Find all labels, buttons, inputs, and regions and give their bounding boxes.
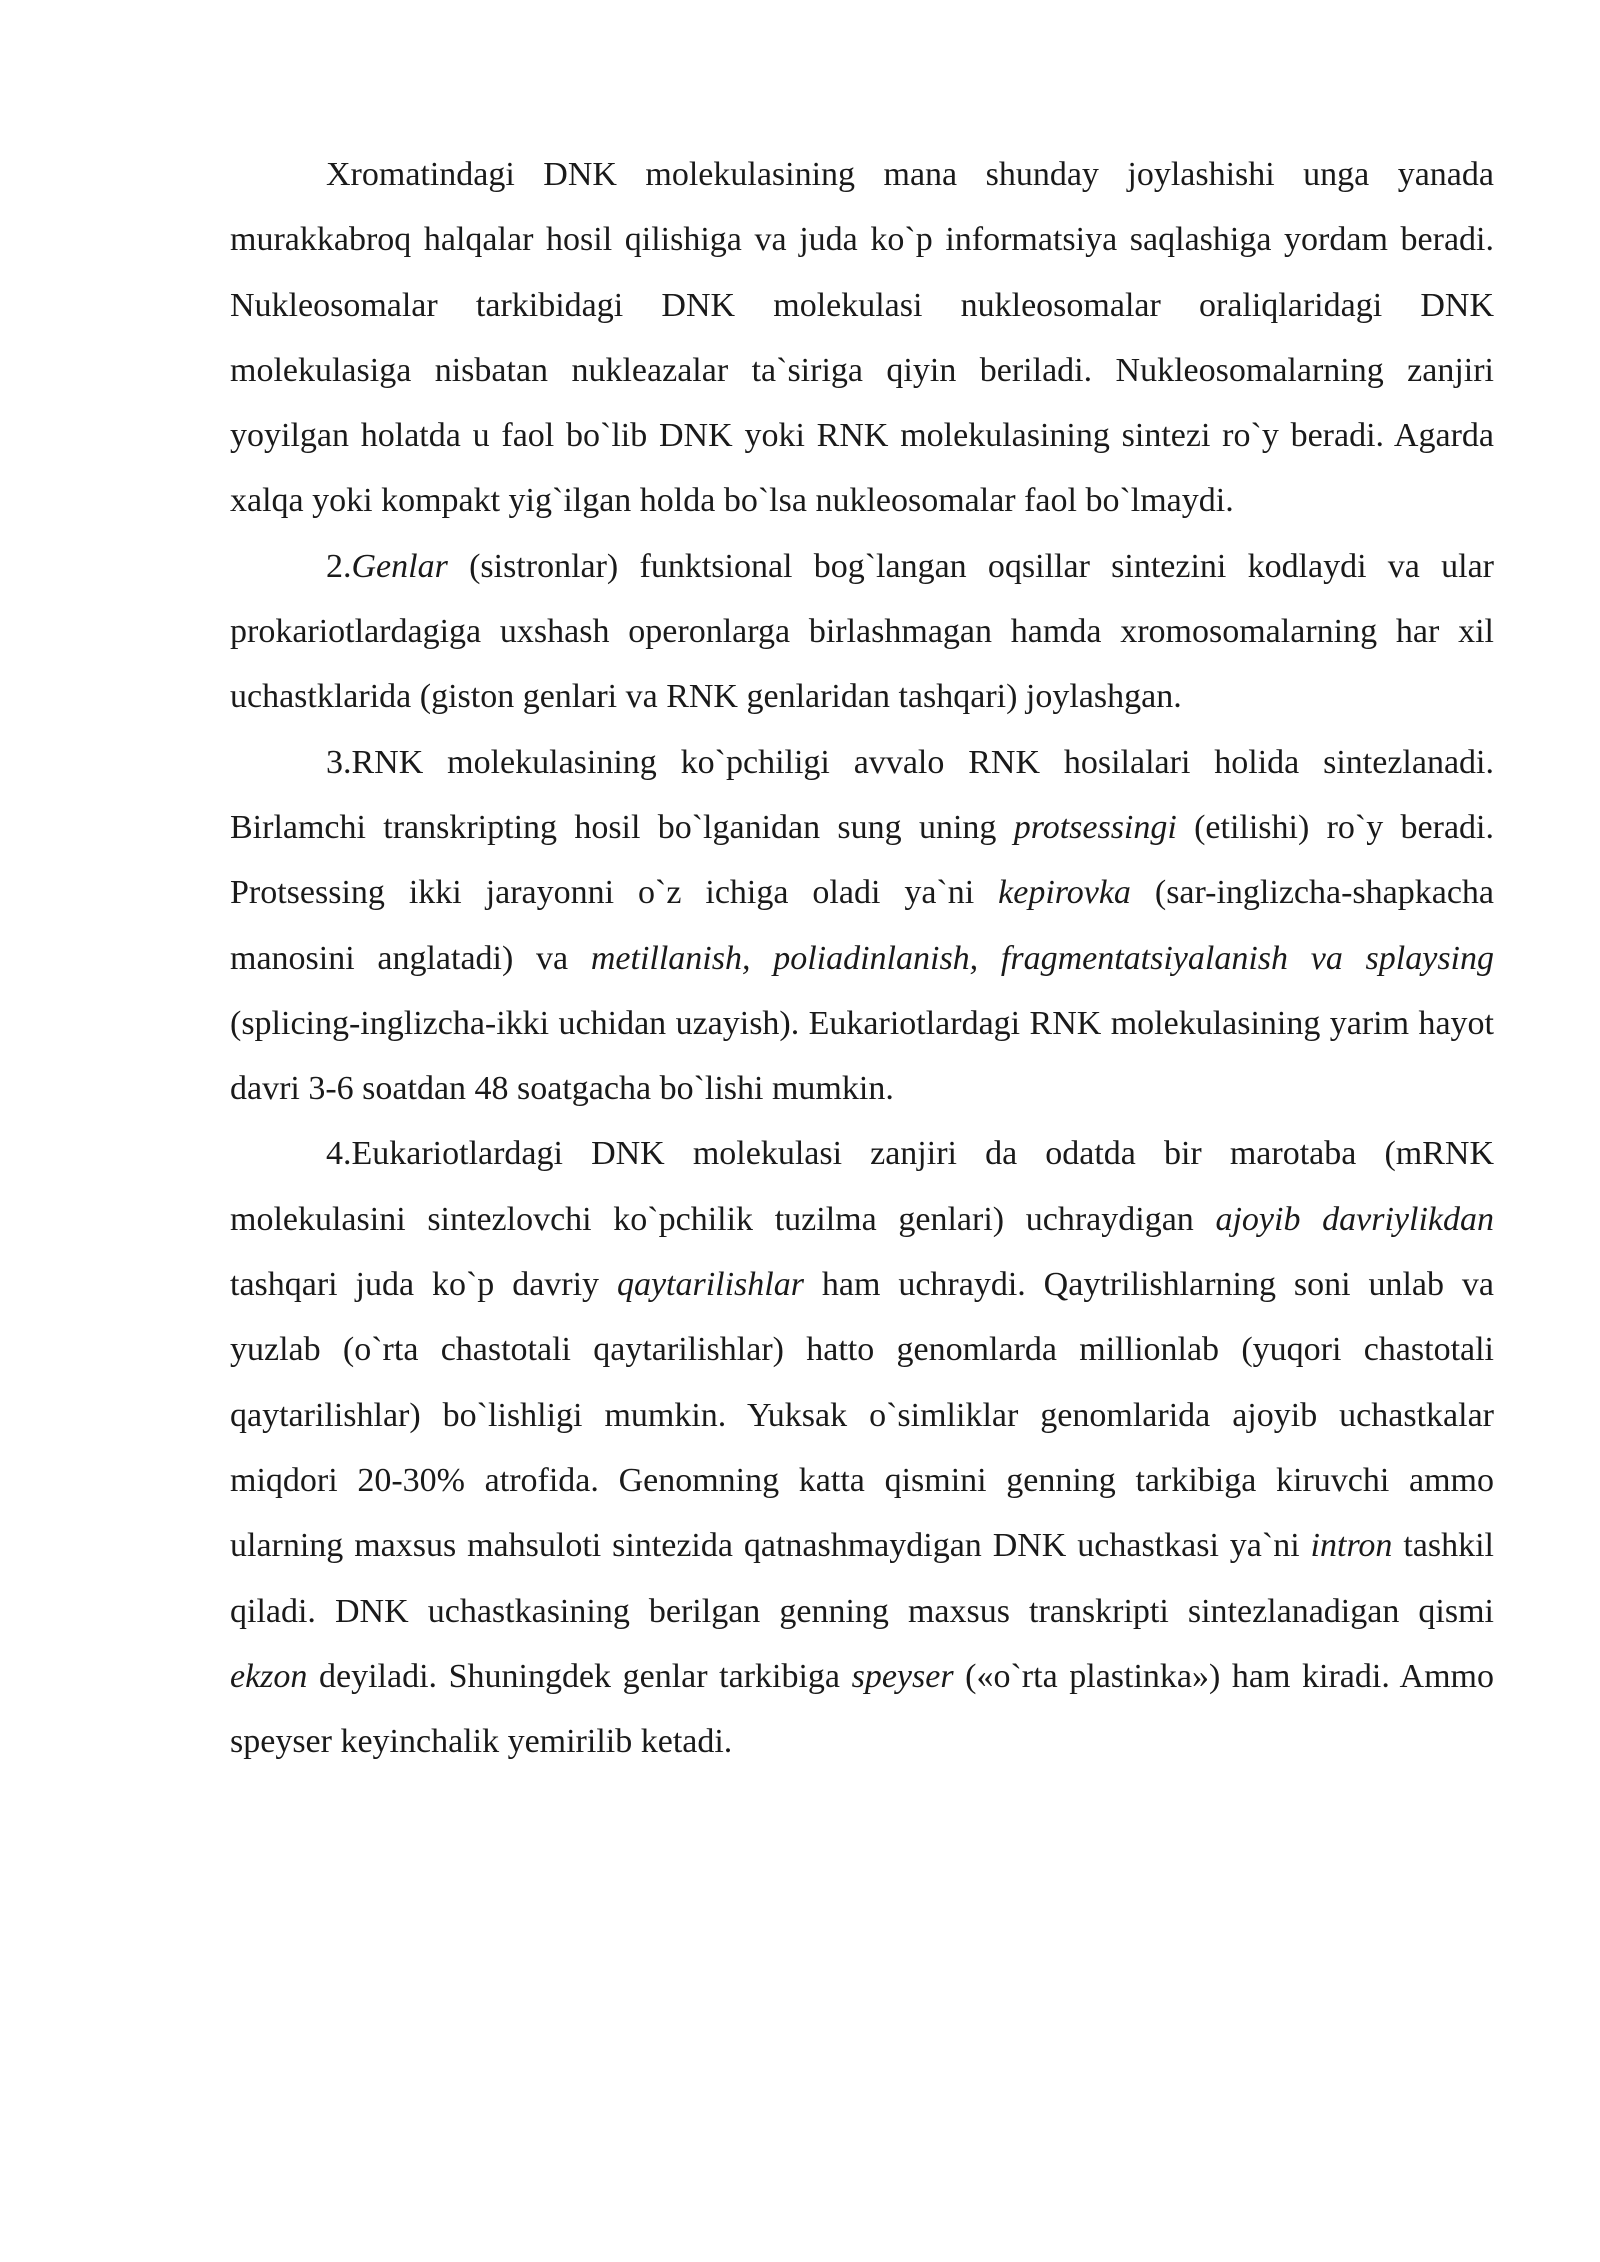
paragraph-text: tashkil qiladi. DNK uchastkasining berilgan genning maxsus transkripti sintezlanadigan qismi [230,1527,1494,1630]
paragraph-rna-processing [230,730,1494,1122]
italic-term: ekzon [230,1657,308,1695]
paragraph-text: («o`rta plastinka») ham kiradi. Ammo speyser keyinchalik yemirilib ketadi. [230,1657,1494,1761]
document-page [230,142,1494,1774]
paragraph-genes [230,534,1494,730]
paragraph-text: 3.RNK molekulasining ko`pchiligi avvalo RNK hosilalari holida sintezlanadi. Birlamchi transkripting hosil bo`lganidan sung uning [230,743,1494,846]
paragraph-text: (sistronlar) funktsional bog`langan oqsillar sintezini kodlaydi va ular prokariotlardagiga uxshash operonlarga birlashmagan hamda xromosomalarning har xil uchastklarida (giston genlari va RNK genlaridan tashqari) joylashgan. [230,547,1494,716]
paragraph-text: (sar-inglizcha-shapkacha manosini anglatadi) va [230,874,1495,977]
italic-term: intron [1310,1527,1393,1565]
paragraph-text: 4.Eukariotlardagi DNK molekulasi zanjiri da odatda bir marotaba (mRNK molekulasini sintezlovchi ko`pchilik tuzilma genlari) uchraydigan [230,1135,1494,1238]
paragraph-text: tashqari juda ko`p davriy [230,1266,617,1304]
italic-term: ajoyib davriylikdan [1215,1200,1494,1238]
paragraph-text: deyiladi. Shuningdek genlar tarkibiga [307,1657,852,1695]
italic-term: qaytarilishlar [616,1266,804,1304]
paragraph-chromatin [230,142,1494,534]
paragraph-text: ham uchraydi. Qaytrilishlarning soni unlab va yuzlab (o`rta chastotali qaytarilishlar) hatto genomlarda millionlab (yuqori chastotali qaytarilishlar) bo`lishligi mumkin. Yuksak o`simliklar genomlarida ajoyib uchastkalar miqdori 20-30% atrofida. Genomning katta qismini genning tarkibiga kiruvchi ammo ularning maxsus mahsuloti sintezida qatnashmaydigan DNK uchastkasi ya`ni [230,1266,1494,1565]
italic-term: metillanish, poliadinlanish, fragmentatsiyalanish va splaysing [590,939,1495,977]
italic-term: kepirovka [998,874,1131,912]
paragraph-repeats [230,1121,1494,1774]
italic-term: Genlar [351,547,448,585]
paragraph-text: 2. [326,547,352,585]
paragraph-text: Xromatindagi DNK molekulasining mana shunday joylashishi unga yanada murakkabroq halqalar hosil qilishiga va juda ko`p informatsiya saqlashiga yordam beradi. Nukleosomalar tarkibidagi DNK molekulasi nukleosomalar oraliqlaridagi DNK molekulasiga nisbatan nukleazalar ta`siriga qiyin beriladi. Nukleosomalarning zanjiri yoyilgan holatda u faol bo`lib DNK yoki RNK molekulasining sintezi ro`y beradi. Agarda xalqa yoki kompakt yig`ilgan holda bo`lsa nukleosomalar faol bo`lmaydi. [230,156,1494,520]
italic-term: speyser [851,1657,954,1695]
paragraph-text: (splicing-inglizcha-ikki uchidan uzayish). Eukariotlardagi RNK molekulasining yarim hayot davri 3-6 soatdan 48 soatgacha bo`lishi mumkin. [230,1004,1494,1108]
italic-term: protsessingi [1013,808,1177,846]
paragraph-text: (etilishi) ro`y beradi. Protsessing ikki jarayonni o`z ichiga oladi ya`ni [230,808,1495,912]
